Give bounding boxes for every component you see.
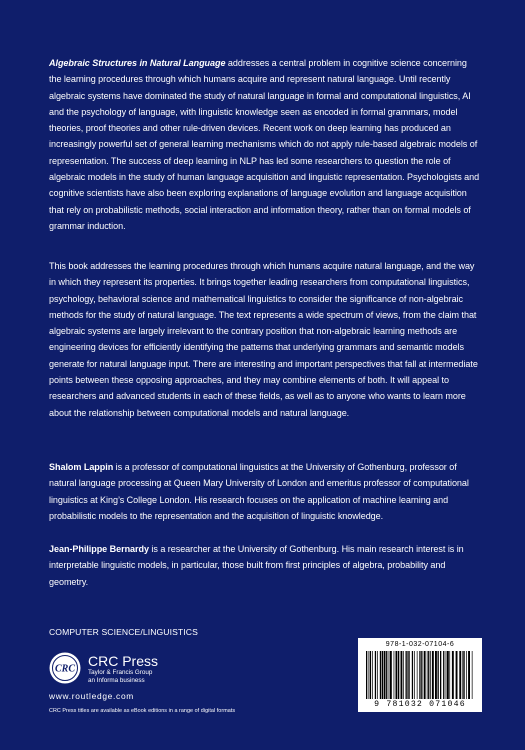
book-title: Algebraic Structures in Natural Language	[49, 58, 226, 68]
author-bio-bernardy	[49, 541, 481, 590]
author-bio-text: is a researcher at the University of Gothenburg. His main research interest is in interpretable linguistic models, in particular, those built from first principles of algebra, probability and geometry.	[49, 544, 464, 587]
author-name: Shalom Lappin	[49, 462, 114, 472]
isbn-label: 978-1-032-07104-6	[385, 641, 455, 648]
publisher-name: CRC Press	[88, 653, 159, 669]
crc-logo-text: CRC	[54, 663, 76, 675]
blurb-paragraph-2: This book addresses the learning procedures through which humans acquire natural language, and the way in which they represent its properties. It brings together leading researchers from computational linguistics, psychology, behavioral science and mathematical linguistics to consider the significance of non-algebraic methods for the study of natural language. The text represents a wide spectrum of views, from the claim that algebraic systems are largely irrelevant to the contrary position that non-algebraic learning methods are engineering devices for efficiently identifying the patterns that underlying grammars and semantic models generate for natural language input. There are interesting and important perspectives that fall at intermediate points between these opposing approaches, and they may combine elements of both. It will appeal to researchers and advanced students in each of these fields, as well as to anyone who wants to learn more about the relationship between computational models and natural language.	[49, 261, 478, 418]
crc-press-logo-icon	[49, 652, 81, 684]
publisher-url: www.routledge.com	[49, 691, 134, 701]
publisher-block	[88, 654, 158, 685]
publisher-group: Taylor & Francis Group	[88, 669, 153, 676]
author-name: Jean-Philippe Bernardy	[49, 544, 149, 554]
isbn-barcode	[358, 638, 482, 712]
blurb-paragraph-1-text: addresses a central problem in cognitive science concerning the learning procedures through which humans acquire and represent natural language. Until recently algebraic systems have dominated the study of natural language in formal and computational linguistics, AI and the psychology of language, with linguistic knowledge seen as encoded in formal grammars, model theories, proof theories and other rule-driven devices. Recent work on deep learning has produced an increasingly powerful set of general learning mechanisms which do not apply rule-based algebraic models of representation. The success of deep learning in NLP has led some researchers to question the role of algebraic models in the study of human language acquisition and linguistic representation. Psychologists and cognitive scientists have also been exploring explanations of language evolution and language acquisition that rely on probabilistic methods, social interaction and information theory, rather than on formal models of grammar induction.	[49, 58, 480, 231]
author-bio-lappin	[49, 459, 481, 524]
ebook-note: CRC Press titles are available as eBook editions in a range of digital formats	[49, 708, 236, 714]
author-bio-text: is a professor of computational linguistics at the University of Gothenburg, professor of natural language processing at Queen Mary University of London and emeritus professor of computational linguistics at King’s College London. His research focuses on the application of machine learning and probabilistic models to the representation and the acquisition of linguistic knowledge.	[49, 462, 469, 521]
subject-category: COMPUTER SCIENCE/LINGUISTICS	[49, 627, 198, 637]
barcode-number: 9 781032 071046	[374, 700, 466, 709]
blurb-paragraph-1	[49, 55, 481, 234]
barcode-bars-icon	[364, 651, 476, 699]
publisher-business: an Informa business	[88, 677, 145, 684]
